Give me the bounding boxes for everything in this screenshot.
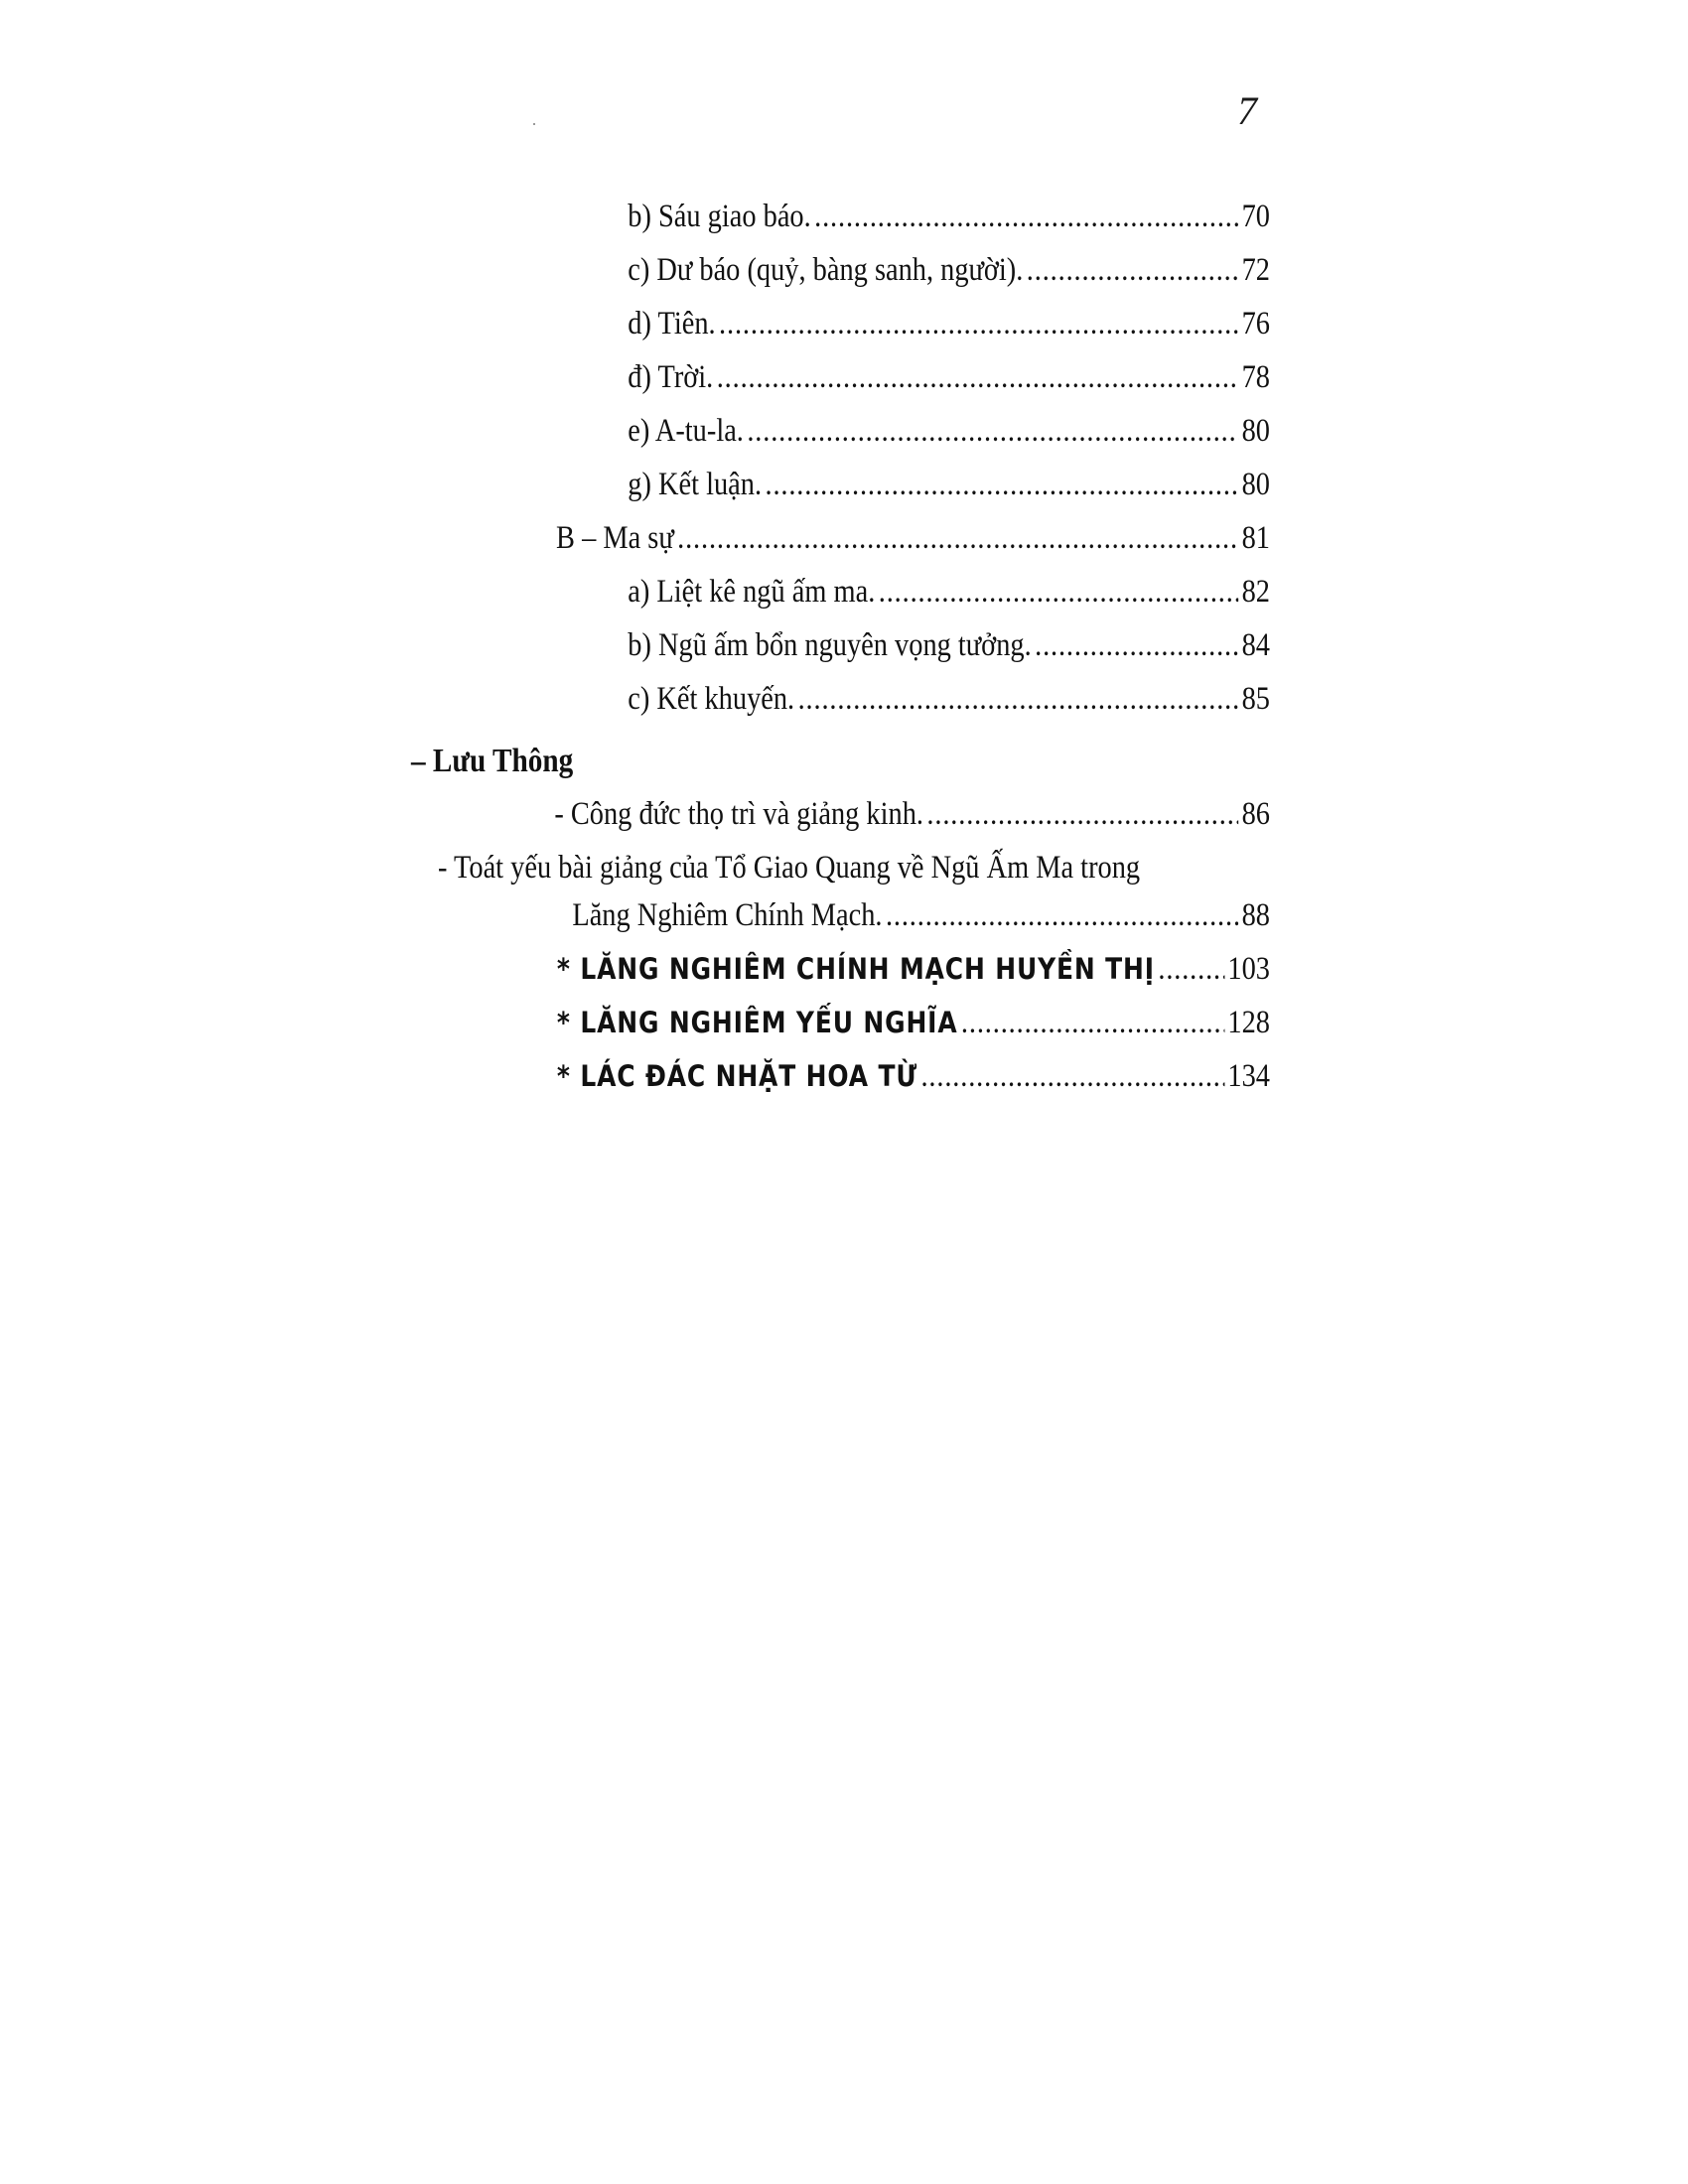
toc-entry-page: 80: [1241, 413, 1270, 449]
dot-leader: [879, 574, 1238, 611]
section-heading: – Lưu Thông: [411, 743, 574, 779]
scan-speck: [533, 123, 535, 125]
toc-entry-label: d) Tiên.: [628, 306, 716, 341]
dot-leader: [747, 413, 1238, 450]
dot-leader: [886, 897, 1238, 934]
toc-entry: [628, 681, 1270, 718]
toc-entry-page: 84: [1241, 627, 1270, 663]
toc-entry: [628, 359, 1270, 396]
toc-entry: [628, 574, 1270, 611]
dot-leader: [798, 681, 1239, 718]
toc-entry-label: * LĂNG NGHIÊM CHÍNH MẠCH HUYỀN THỊ: [556, 952, 1155, 986]
toc-entry-page: 134: [1227, 1058, 1270, 1094]
toc-entry: [628, 199, 1270, 235]
toc-entry-label: Lăng Nghiêm Chính Mạch.: [572, 897, 883, 933]
dot-leader: [1035, 627, 1238, 664]
toc-entry-page: 78: [1241, 359, 1270, 395]
toc-entry: [572, 897, 1270, 934]
dot-leader: [677, 520, 1238, 557]
toc-major-entry: [557, 1058, 1270, 1095]
toc-section-b: [556, 520, 1270, 557]
toc-entry-page: 82: [1241, 574, 1270, 610]
toc-entry-label: c) Kết khuyến.: [628, 681, 795, 717]
toc-entry-page: 70: [1241, 199, 1270, 234]
toc-entry-page: 103: [1227, 951, 1270, 987]
dot-leader: [814, 199, 1238, 235]
toc-entry-label: - Công đức thọ trì và giảng kinh.: [554, 796, 923, 832]
toc-entry-label: g) Kết luận.: [628, 467, 763, 502]
toc-entry: [628, 306, 1270, 342]
dot-leader: [717, 359, 1238, 396]
toc-entry-label: c) Dư báo (quỷ, bàng sanh, người).: [628, 252, 1024, 288]
toc-entry-line: - Toát yếu bài giảng của Tổ Giao Quang về Ngũ Ấm Ma trong: [438, 850, 1141, 886]
dot-leader: [719, 306, 1238, 342]
toc-entry: [554, 796, 1270, 833]
dot-leader: [1158, 951, 1224, 988]
toc-entry-label: b) Sáu giao báo.: [628, 199, 811, 234]
toc-entry-page: 88: [1241, 897, 1270, 933]
page-number: 7: [1237, 88, 1258, 133]
toc-major-entry: [557, 951, 1270, 988]
toc-entry-page: 80: [1241, 467, 1270, 502]
dot-leader: [765, 467, 1238, 503]
toc-entry-page: 85: [1241, 681, 1270, 717]
dot-leader: [920, 1058, 1224, 1095]
toc-entry: [628, 413, 1270, 450]
toc-entry: [628, 627, 1270, 664]
dot-leader: [926, 796, 1238, 833]
toc-section-page: 81: [1241, 520, 1270, 556]
toc-section-label: B – Ma sự: [556, 520, 674, 556]
dot-leader: [961, 1005, 1224, 1041]
toc-major-entry: [557, 1005, 1270, 1041]
toc-entry: [628, 252, 1270, 289]
toc-entry: [628, 467, 1270, 503]
toc-entry-label: e) A-tu-la.: [628, 413, 744, 449]
toc-entry-label: a) Liệt kê ngũ ấm ma.: [628, 574, 876, 610]
toc-entry-label: * LĂNG NGHIÊM YẾU NGHĨA: [556, 1006, 958, 1039]
toc-entry-label: đ) Trời.: [628, 359, 714, 395]
toc-entry-page: 76: [1241, 306, 1270, 341]
toc-entry-label: * LÁC ĐÁC NHẶT HOA TỪ: [556, 1059, 918, 1093]
toc-entry-page: 128: [1227, 1005, 1270, 1040]
dot-leader: [1027, 252, 1238, 289]
toc-entry-page: 72: [1241, 252, 1270, 288]
toc-entry-page: 86: [1241, 796, 1270, 832]
toc-entry-label: b) Ngũ ấm bổn nguyên vọng tưởng.: [628, 627, 1032, 663]
